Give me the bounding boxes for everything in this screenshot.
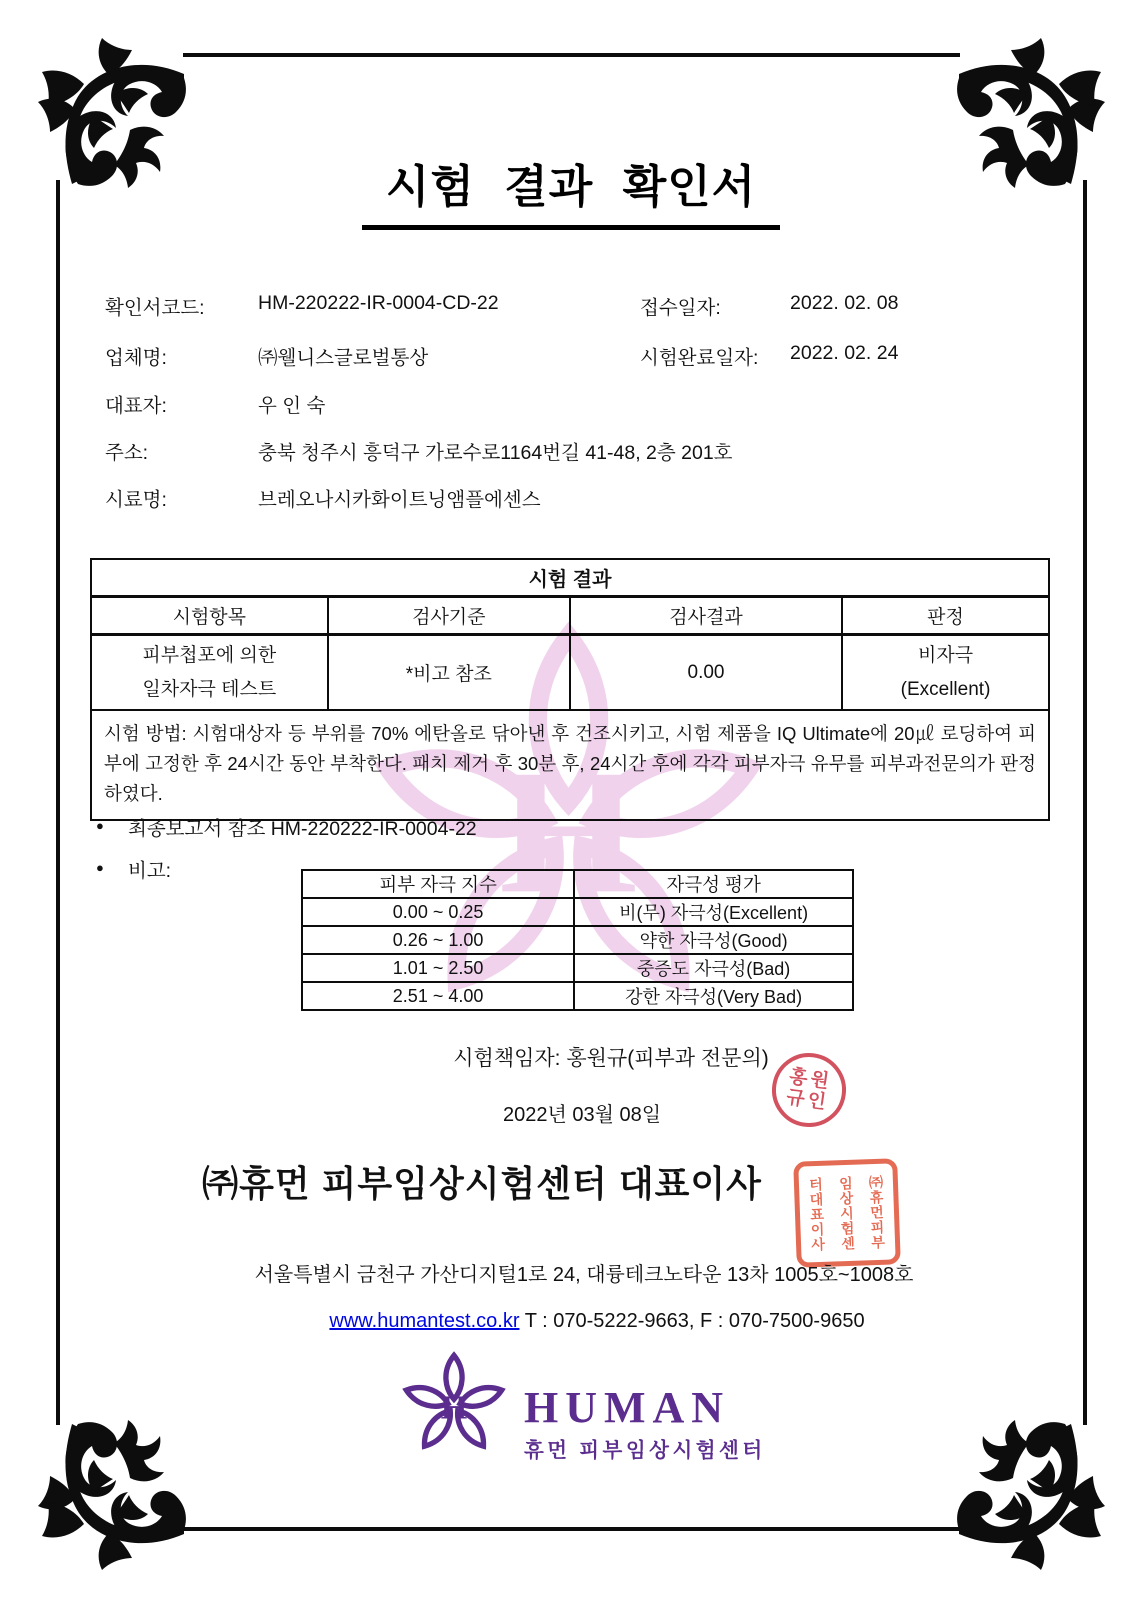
result-item-line1: 피부첩포에 의한 [142,644,277,666]
result-col-header-result: 검사결과 [570,597,842,635]
rating-range: 2.51 ~ 4.00 [302,982,574,1010]
seal-text: 터대표이사 [807,1176,827,1252]
page-title: 시험 결과 확인서 [362,150,780,230]
result-judgment-line2: (Excellent) [900,678,991,700]
human-logo-flower-icon [398,1348,510,1460]
test-responsible-line: 시험책임자: 홍원규(피부과 전문의) [453,1047,769,1070]
seal-text: 임상시험센 [837,1175,857,1251]
square-company-seal [793,1158,901,1268]
rating-range: 1.01 ~ 2.50 [302,954,574,982]
result-cell-criteria: *비고 참조 [328,635,570,711]
field-value-completion-date: 2022. 02. 24 [790,342,899,364]
field-value-company: ㈜웰니스글로벌통상 [258,347,429,369]
field-label-representative: 대표자: [105,395,167,417]
bullet-icon: ● [96,818,104,833]
human-logo-text-block [524,1383,766,1463]
result-cell-judgment [842,635,1049,711]
irritation-rating-table [301,869,854,1011]
result-cell-item [91,635,328,711]
result-col-header-judgment: 판정 [842,597,1049,635]
seal-text: ㈜휴먼피부 [867,1174,887,1250]
table-row [302,898,853,926]
note-label: 비고: [128,860,172,882]
field-label-address: 주소: [105,442,149,464]
table-row [302,954,853,982]
rating-header-index: 피부 자극 지수 [302,870,574,898]
rating-eval: 약한 자극성(Good) [574,926,853,954]
field-value-sample: 브레오나시카화이트닝앰플에센스 [258,489,541,511]
logo-subtitle: 휴먼 피부임상시험센터 [524,1440,766,1462]
seal-text: 규인 [784,1087,831,1114]
rating-header-eval: 자극성 평가 [574,870,853,898]
field-value-cert-code: HM-220222-IR-0004-CD-22 [258,292,499,314]
rating-range: 0.00 ~ 0.25 [302,898,574,926]
table-row [302,982,853,1010]
seal-text: 홍원 [787,1066,834,1093]
logo-letter: H [440,1389,468,1427]
field-label-cert-code: 확인서코드: [105,297,205,319]
result-col-header-criteria: 검사기준 [328,597,570,635]
field-label-receipt-date: 접수일자: [640,297,721,319]
watermark-letter: H [499,732,638,931]
field-value-address: 충북 청주시 흥덕구 가로수로1164번길 41-48, 2층 201호 [258,442,733,464]
website-link[interactable]: www.humantest.co.kr [329,1310,520,1332]
issuing-company: ㈜휴먼 피부임상시험센터 대표이사 [202,1163,762,1204]
result-table [90,558,1050,821]
field-label-completion-date: 시험완료일자: [640,347,759,369]
footer-phone: T : 070-5222-9663, F : 070-7500-9650 [519,1310,865,1332]
rating-range: 0.26 ~ 1.00 [302,926,574,954]
table-row [302,926,853,954]
rating-eval: 비(무) 자극성(Excellent) [574,898,853,926]
rating-eval: 강한 자극성(Very Bad) [574,982,853,1010]
field-label-company: 업체명: [105,347,167,369]
result-judgment-line1: 비자극 [917,644,974,666]
field-label-sample: 시료명: [105,489,167,511]
bullet-icon: ● [96,860,104,875]
result-table-title: 시험 결과 [91,559,1049,597]
field-value-representative: 우 인 숙 [258,395,326,417]
test-method-text: 시험 방법: 시험대상자 등 부위를 70% 에탄올로 닦아낸 후 건조시키고, 시험 제품을 IQ Ultimate에 20㎕ 로딩하여 피부에 고정한 후 24시간 동안 부착한다. 패치 제거 후 30분 후, 24시간 후에 각각 피부자극 유무를 피부과전문의가 판정하였다. [91,710,1049,820]
field-value-receipt-date: 2022. 02. 08 [790,292,899,314]
result-cell-result: 0.00 [570,635,842,711]
footer-contact-line [26,1310,1142,1333]
result-item-line2: 일차자극 테스트 [142,678,277,700]
result-col-header-item: 시험항목 [91,597,328,635]
footer-address: 서울특별시 금천구 가산디지털1로 24, 대륭테크노타운 13차 1005호~1008호 [254,1264,914,1286]
rating-eval: 중증도 자극성(Bad) [574,954,853,982]
issue-date: 2022년 03월 08일 [502,1104,662,1126]
final-report-reference: 최종보고서 참조 HM-220222-IR-0004-22 [128,818,477,840]
logo-wordmark: HUMAN [524,1383,731,1432]
